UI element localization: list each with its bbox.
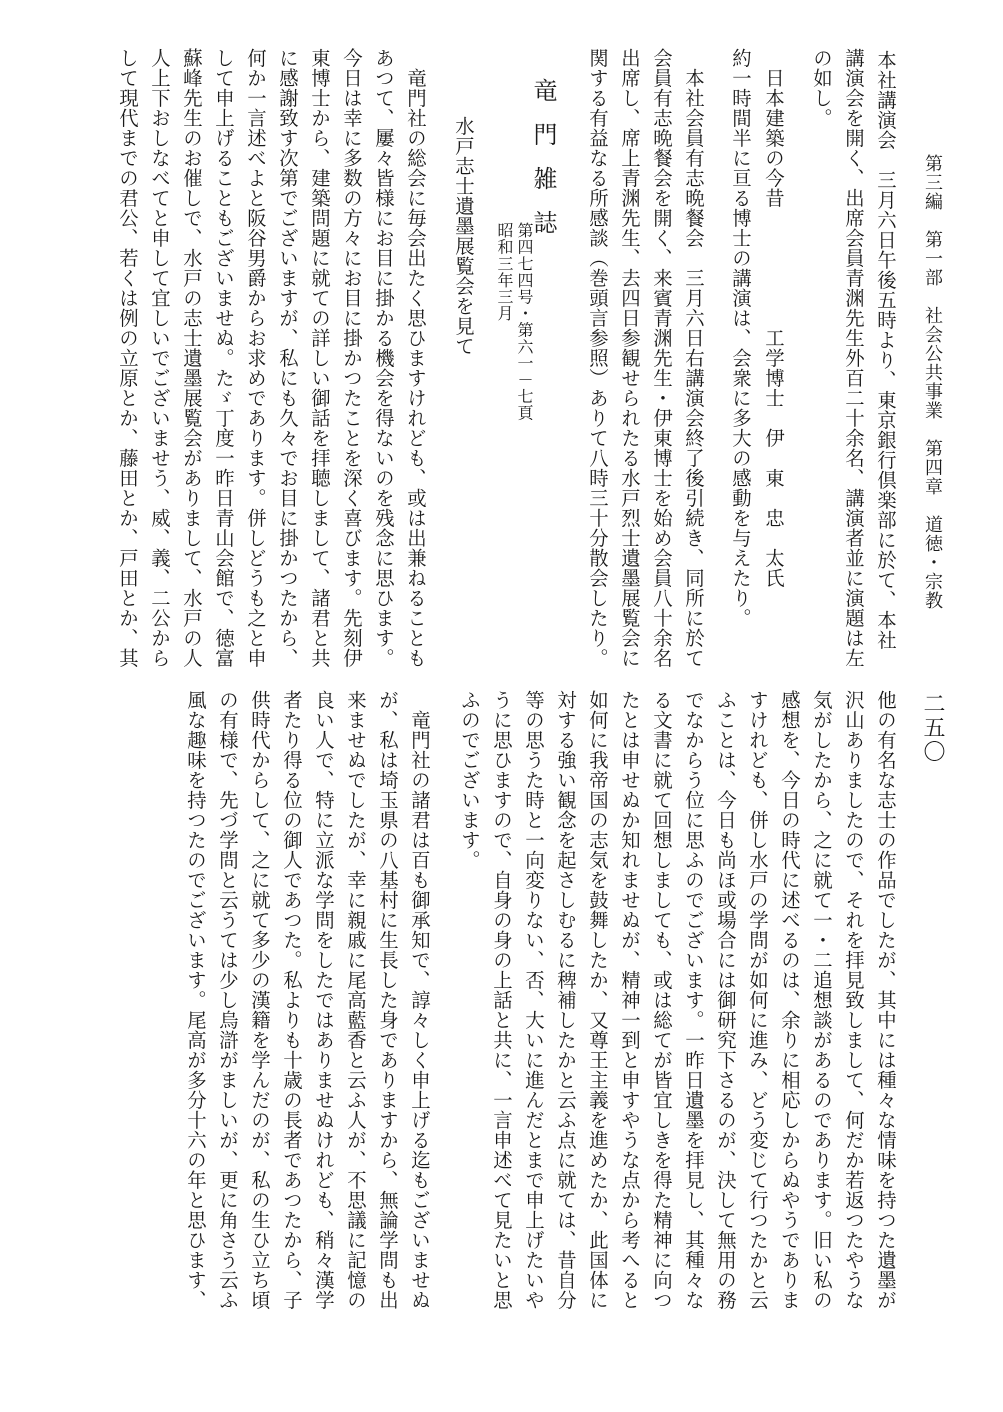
text-line: 気がしたから、之に就て一・二追想談があるのであります。旧い私の <box>810 690 833 1310</box>
text-line: 本社会員有志晩餐会 三月六日右講演会終了後引続き、同所に於て <box>682 68 705 668</box>
speech-line: 今日は幸に多数の方々にお目に掛かつたことを深く喜びます。先刻伊 <box>340 48 363 668</box>
text-line: 対する強い観念を起さしむるに稗補したかと云ふ点に就ては、昔自分 <box>554 690 577 1310</box>
speech-line: 竜門社の総会に毎会出たく思ひますけれども、或は出兼ねることも <box>404 68 427 668</box>
article-title: 水戸志士遺墨展覧会を見て <box>452 116 475 356</box>
speech-line: 東博士から、建築問題に就ての詳しい御話を拝聴しまして、諸君と共 <box>308 48 331 668</box>
text-line: 沢山ありましたので、それを拝見致しまして、何だか若返つたやうな <box>842 690 865 1310</box>
text-line: る文書に就て回想しましても、或は総てが皆宜しきを得た精神に向つ <box>650 690 673 1310</box>
lecture-title: 日本建築の今昔 工学博士 伊 東 忠 太氏 <box>762 68 785 588</box>
speech-line: 人上下おしなべてと申して宜しいでございませう、威、義、二公から <box>148 48 171 668</box>
text-line: 関する有益なる所感談（巻頭言参照）ありて八時三十分散会したり。 <box>586 48 609 668</box>
running-head: 第三編 第一部 社会公共事業 第四章 道徳・宗教 <box>922 154 943 610</box>
text-line: の有様で、先づ学問と云うては少し烏滸がましいが、更に角さう云ふ <box>216 690 239 1310</box>
text-line: の如し。 <box>810 48 833 128</box>
text-line: 竜門社の諸君は百も御承知で、諄々しく申上げる迄もございませぬ <box>408 710 431 1310</box>
speech-line: して現代までの君公、若くは例の立原とか、藤田とか、戸田とか、其 <box>116 48 139 668</box>
speech-line: 蘇峰先生のお催しで、水戸の志士遺墨展覧会がありまして、水戸の人 <box>180 48 203 668</box>
speech-line: に感謝致す次第でございますが、私にも久々でお目に掛かつたから、 <box>276 48 299 668</box>
text-line: 他の有名な志士の作品でしたが、其中には種々な情味を持つた遺墨が <box>874 690 897 1310</box>
text-line: うに思ひますので、自身の身の上話と共に、一言申述べて見たいと思 <box>490 690 513 1310</box>
text-line: でなからう位に思ふのでございます。一昨日遺墨を拝見し、其種々な <box>682 690 705 1310</box>
text-line: たとは申せぬか知れませぬが、精神一到と申すやうな点から考へると <box>618 690 641 1310</box>
speech-line: して申上げることもございませぬ。たゞ丁度一昨日青山会館で、徳富 <box>212 48 235 668</box>
text-line: 感想を、今日の時代に述べるのは、余りに相応しからぬやうでありま <box>778 690 801 1310</box>
text-line: すけれども、併し水戸の学問が如何に進み、どう変じて行つたかと云 <box>746 690 769 1310</box>
text-line: 講演会を開く、出席会員青渊先生外百二十余名、講演者並に演題は左 <box>842 48 865 668</box>
text-line: 来ませぬでしたが、幸に親戚に尾高藍香と云ふ人が、不思議に記憶の <box>344 690 367 1310</box>
text-line: 出席し、席上青渊先生、去四日参観せられたる水戸烈士遺墨展覧会に <box>618 48 641 668</box>
text-line: 約一時間半に亘る博士の講演は、会衆に多大の感動を与えたり。 <box>729 48 752 628</box>
text-line: 風な趣味を持つたのでございます。尾高が多分十六の年と思ひます、 <box>184 690 207 1310</box>
text-line: 如何に我帝国の志気を鼓舞したか、又尊王主義を進めたか、此国体に <box>586 690 609 1310</box>
text-line: が、私は埼玉県の八基村に生長した身でありますから、無論学問も出 <box>376 690 399 1310</box>
journal-title: 竜門雑誌 <box>529 78 557 254</box>
text-line: 会員有志晩餐会を開く、来賓青渊先生・伊東博士を始め会員八十余名 <box>650 48 673 668</box>
text-line: 者たり得る位の御人であつた。私よりも十歳の長者であつたから、子 <box>280 690 303 1310</box>
text-line: ふことは、今日も尚ほ或場合には御研究下さるのが、決して無用の務 <box>714 690 737 1310</box>
text-line: 良い人で、特に立派な学問をしたではありませぬけれども、稍々漢学 <box>312 690 335 1310</box>
text-line: 本社講演会 三月六日午後五時より、東京銀行倶楽部に於て、本社 <box>874 50 897 650</box>
text-line: 供時代からして、之に就て多少の漢籍を学んだのが、私の生ひ立ち頃 <box>248 690 271 1310</box>
text-line: 等の思うた時と一向変りない、否、大いに進んだとまで申上げたいや <box>522 690 545 1310</box>
journal-issue: 第四七四号・第六一－七頁 <box>515 222 534 422</box>
speech-line: 何か一言述べよと阪谷男爵からお求めであります。併しどうも之と申 <box>244 48 267 668</box>
text-line: ふのでございます。 <box>458 690 481 870</box>
page-number: 二五〇 <box>920 692 945 764</box>
journal-date: 昭和三年三月 <box>495 222 514 322</box>
speech-line: あつて、屢々皆様にお目に掛かる機会を得ないのを残念に思ひます。 <box>372 48 395 668</box>
